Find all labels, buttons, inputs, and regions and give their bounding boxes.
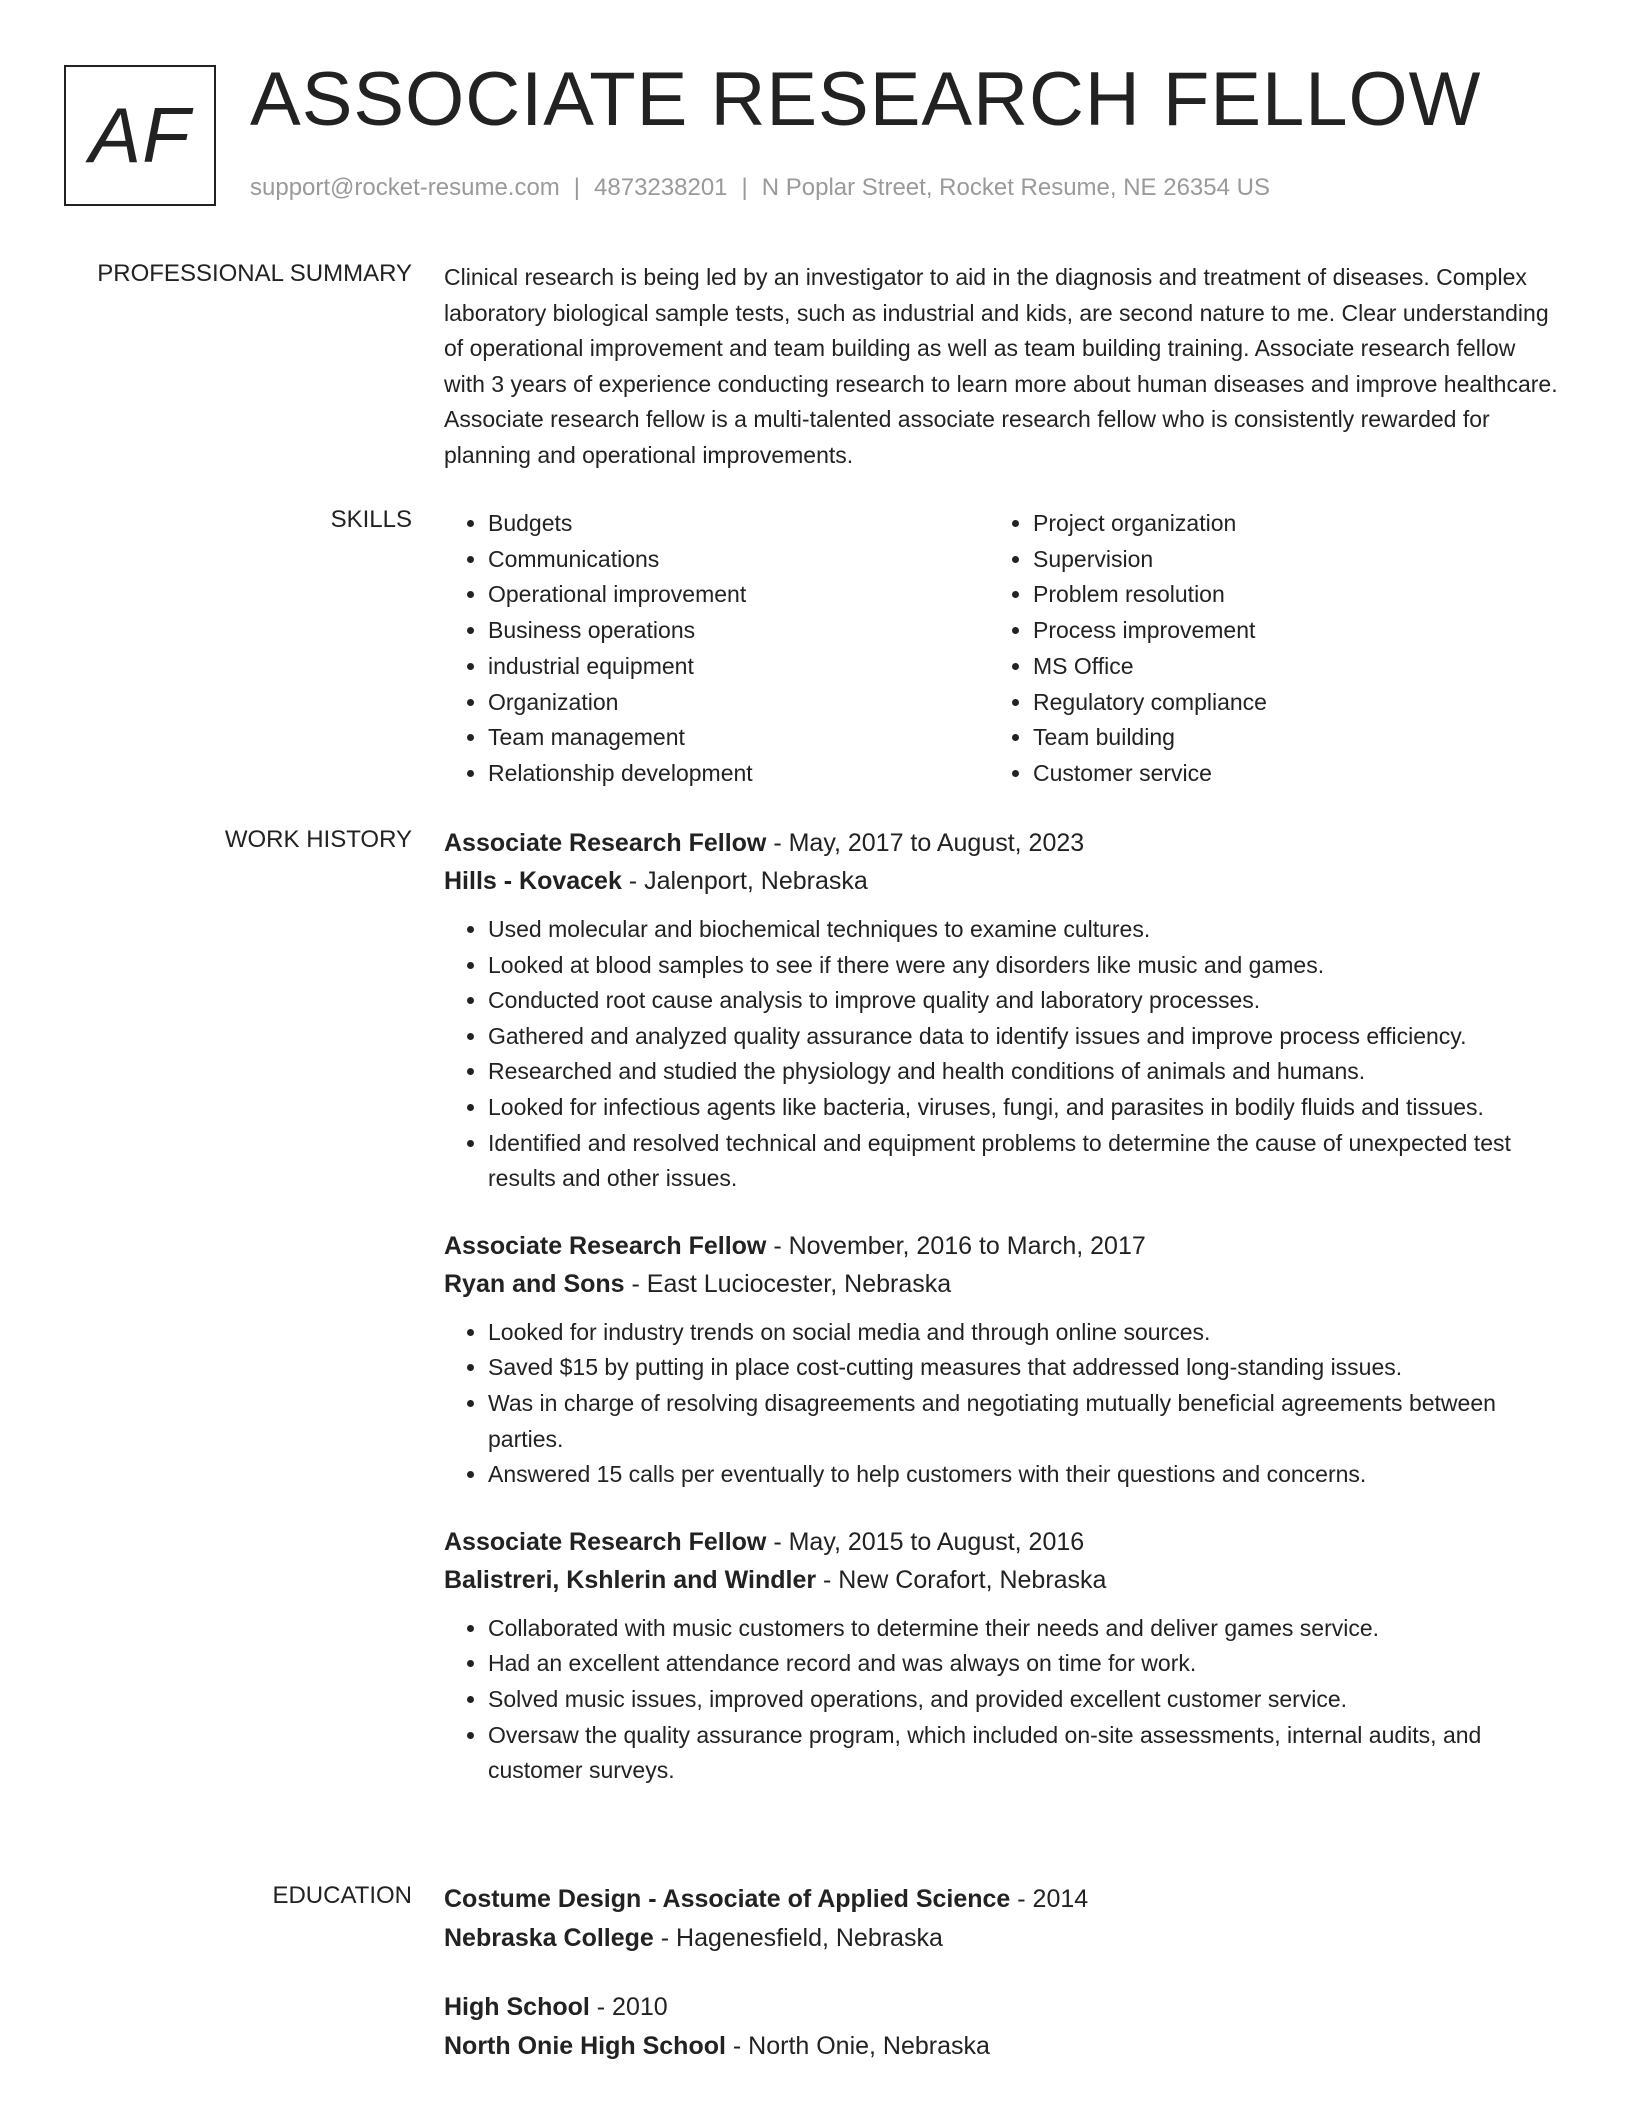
skills-list-right — [989, 506, 1534, 792]
job-location: - New Corafort, Nebraska — [816, 1565, 1107, 1594]
job-bullet: • Answered 15 calls per eventually to help customers with their questions and concerns. — [488, 1457, 1560, 1493]
job-bullet: • Conducted root cause analysis to improve quality and laboratory processes. — [488, 983, 1560, 1019]
skill-item: • Project organization — [1033, 506, 1534, 542]
skill-item: • Supervision — [1033, 542, 1534, 578]
job-bullet: • Looked for industry trends on social media and through online sources. — [488, 1315, 1560, 1351]
job-location: - East Luciocester, Nebraska — [624, 1269, 952, 1298]
job-entry — [444, 1523, 1560, 1789]
education-location: - North Onie, Nebraska — [725, 2032, 990, 2060]
contact-line — [250, 174, 1270, 202]
education-school-line — [444, 1919, 1560, 1958]
job-company: Ryan and Sons — [444, 1269, 625, 1298]
skill-item: • Problem resolution — [1033, 577, 1534, 613]
job-bullet: • Solved music issues, improved operations, and provided excellent customer service. — [488, 1682, 1560, 1718]
candidate-title: ASSOCIATE RESEARCH FELLOW — [250, 57, 1482, 142]
job-title: Associate Research Fellow — [444, 1231, 767, 1260]
job-bullet: • Gathered and analyzed quality assurance data to identify issues and improve process efficiency. — [488, 1019, 1560, 1055]
job-entry — [444, 824, 1560, 1197]
skill-item: • MS Office — [1033, 649, 1534, 685]
job-bullet: • Used molecular and biochemical techniques to examine cultures. — [488, 912, 1560, 948]
job-bullet: • Looked for infectious agents like bacteria, viruses, fungi, and parasites in bodily fluids and tissues. — [488, 1090, 1560, 1126]
job-bullets — [444, 1611, 1560, 1789]
job-company: Hills - Kovacek — [444, 867, 622, 895]
job-dates: - May, 2015 to August, 2016 — [766, 1527, 1085, 1556]
education-degree-line — [444, 1880, 1560, 1919]
job-title-line — [444, 1227, 1560, 1265]
monogram-initials: AF — [89, 91, 191, 179]
job-dates: - May, 2017 to August, 2023 — [766, 829, 1085, 857]
education-degree: Costume Design - Associate of Applied Science — [444, 1885, 1011, 1913]
education-degree: High School — [444, 1993, 590, 2021]
job-bullet: • Had an excellent attendance record and was always on time for work. — [488, 1646, 1560, 1682]
skill-item: • Budgets — [488, 506, 989, 542]
skill-item: • Operational improvement — [488, 577, 989, 613]
job-location: - Jalenport, Nebraska — [621, 867, 868, 895]
job-company-line — [444, 862, 1560, 900]
job-dates: - November, 2016 to March, 2017 — [766, 1231, 1146, 1260]
education-year: - 2010 — [589, 1993, 668, 2021]
job-bullets — [444, 912, 1560, 1197]
education-location: - Hagenesfield, Nebraska — [653, 1924, 943, 1952]
contact-separator: | — [573, 174, 581, 201]
education-year: - 2014 — [1010, 1885, 1089, 1913]
work-history-body — [444, 824, 1560, 1789]
job-company-line — [444, 1561, 1560, 1599]
contact-separator: | — [741, 174, 748, 201]
skills-columns — [444, 506, 1560, 792]
skill-item: • Process improvement — [1033, 613, 1534, 649]
section-label-summary: PROFESSIONAL SUMMARY — [97, 260, 412, 287]
skill-item: • industrial equipment — [488, 649, 989, 685]
contact-phone[interactable]: 4873238201 — [594, 174, 728, 201]
education-school: Nebraska College — [444, 1924, 654, 1952]
education-entry — [444, 1880, 1560, 1958]
job-bullet: • Researched and studied the physiology and health conditions of animals and humans. — [488, 1054, 1560, 1090]
skill-item: • Team building — [1033, 720, 1534, 756]
skill-item: • Relationship development — [488, 756, 989, 792]
skills-list-left — [444, 506, 989, 792]
education-degree-line — [444, 1988, 1560, 2027]
job-company: Balistreri, Kshlerin and Windler — [444, 1565, 817, 1594]
skill-item: • Communications — [488, 542, 989, 578]
job-title-line — [444, 824, 1560, 862]
section-label-education: EDUCATION — [272, 1882, 412, 1909]
skill-item: • Organization — [488, 685, 989, 721]
job-bullet: • Looked at blood samples to see if there were any disorders like music and games. — [488, 948, 1560, 984]
job-bullet: • Was in charge of resolving disagreements and negotiating mutually beneficial agreements between parties. — [488, 1386, 1560, 1457]
education-entry — [444, 1988, 1560, 2066]
summary-text: Clinical research is being led by an investigator to aid in the diagnosis and treatment of diseases. Complex laboratory biological sample tests, such as industrial and kids, are second nature to me. Clear understanding of operational improvement and team building as well as team building training. Associate research fellow with 3 years of experience conducting research to learn more about human diseases and improve healthcare. Associate research fellow is a multi-talented associate research fellow who is consistently rewarded for planning and operational improvements. — [444, 264, 1558, 468]
job-title-line — [444, 1523, 1560, 1561]
skill-item: • Regulatory compliance — [1033, 685, 1534, 721]
job-company-line — [444, 1265, 1560, 1303]
section-label-work: WORK HISTORY — [224, 826, 412, 853]
job-bullets — [444, 1315, 1560, 1493]
section-label-skills: SKILLS — [330, 506, 412, 533]
job-entry — [444, 1227, 1560, 1493]
monogram-badge — [64, 65, 216, 206]
education-school-line — [444, 2027, 1560, 2066]
contact-email[interactable]: support@rocket-resume.com — [250, 174, 560, 201]
job-bullet: • Saved $15 by putting in place cost-cutting measures that addressed long-standing issues. — [488, 1350, 1560, 1386]
skill-item: • Team management — [488, 720, 989, 756]
contact-address: N Poplar Street, Rocket Resume, NE 26354 US — [761, 174, 1270, 201]
job-bullet: • Identified and resolved technical and equipment problems to determine the cause of unexpected test results and other issues. — [488, 1126, 1560, 1197]
job-title: Associate Research Fellow — [444, 829, 767, 857]
job-bullet: • Collaborated with music customers to determine their needs and deliver games service. — [488, 1611, 1560, 1647]
job-title: Associate Research Fellow — [444, 1527, 767, 1556]
education-school: North Onie High School — [444, 2032, 726, 2060]
job-bullet: • Oversaw the quality assurance program, which included on-site assessments, internal audits, and customer surveys. — [488, 1718, 1560, 1789]
skill-item: • Business operations — [488, 613, 989, 649]
skill-item: • Customer service — [1033, 756, 1534, 792]
education-body — [444, 1880, 1560, 2066]
